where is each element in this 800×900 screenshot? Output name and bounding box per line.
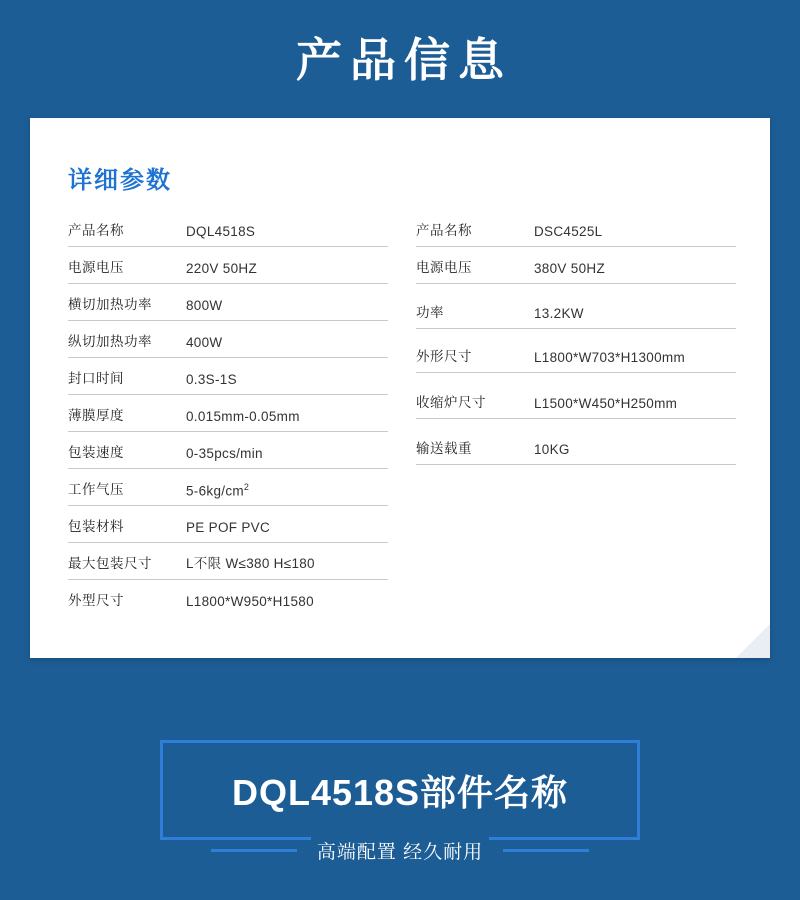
spec-label: 功率 — [416, 305, 444, 320]
specs-column-left — [68, 210, 388, 616]
spec-row — [68, 432, 388, 469]
spec-label: 输送载重 — [416, 441, 472, 456]
section-title: 详细参数 — [68, 167, 172, 194]
spec-row — [68, 358, 388, 395]
spec-value: 0-35pcs/min — [186, 446, 263, 461]
spec-value: 800W — [186, 298, 223, 313]
spec-row — [68, 210, 388, 247]
spec-value-text: 5-6kg/cm — [186, 483, 244, 498]
specs-tables — [68, 210, 736, 616]
spec-label: 最大包装尺寸 — [68, 556, 152, 571]
spec-value: 380V 50HZ — [534, 261, 605, 276]
spec-value — [186, 482, 388, 506]
spec-label: 外型尺寸 — [68, 593, 124, 608]
specs-column-right — [416, 210, 736, 616]
card-folded-corner — [736, 624, 770, 658]
spec-value-superscript: 2 — [243, 481, 250, 492]
spec-row — [416, 373, 736, 419]
spec-row — [68, 247, 388, 284]
divider-left — [211, 849, 297, 852]
spec-label: 包装材料 — [68, 519, 124, 534]
page-title: 产品信息 — [296, 34, 512, 86]
spec-value: L不限 W≤380 H≤180 — [186, 556, 315, 571]
spec-label: 产品名称 — [68, 223, 124, 238]
page-header — [0, 0, 800, 120]
spec-row — [68, 321, 388, 358]
spec-value: DSC4525L — [534, 224, 603, 239]
specs-card — [30, 118, 770, 658]
spec-row — [68, 580, 388, 616]
spec-label: 外形尺寸 — [416, 349, 472, 364]
parts-name-banner — [160, 740, 640, 840]
spec-row — [416, 247, 736, 284]
spec-label: 电源电压 — [416, 260, 472, 275]
spec-row — [416, 329, 736, 373]
spec-label: 工作气压 — [68, 482, 124, 497]
spec-value: 220V 50HZ — [186, 261, 257, 276]
spec-value: DQL4518S — [186, 224, 256, 239]
spec-value: 0.015mm-0.05mm — [186, 409, 300, 424]
spec-row — [68, 543, 388, 580]
spec-value: L1800*W703*H1300mm — [534, 350, 685, 365]
spec-value: 400W — [186, 335, 223, 350]
spec-value: L1500*W450*H250mm — [534, 396, 678, 411]
spec-row — [416, 419, 736, 465]
spec-label: 电源电压 — [68, 260, 124, 275]
spec-label: 封口时间 — [68, 371, 124, 386]
spec-label: 收缩炉尺寸 — [416, 395, 486, 410]
spec-row — [68, 284, 388, 321]
spec-value: 10KG — [534, 442, 570, 457]
spec-value: 13.2KW — [534, 306, 584, 321]
spec-label: 薄膜厚度 — [68, 408, 124, 423]
banner-subtitle-group — [160, 832, 640, 868]
spec-row — [416, 210, 736, 247]
divider-right — [503, 849, 589, 852]
spec-row — [416, 284, 736, 329]
spec-row — [68, 506, 388, 543]
spec-row — [68, 395, 388, 432]
spec-label: 包装速度 — [68, 445, 124, 460]
spec-label: 横切加热功率 — [68, 297, 152, 312]
spec-value: L1800*W950*H1580 — [186, 594, 314, 609]
spec-value: 0.3S-1S — [186, 372, 237, 387]
spec-value: PE POF PVC — [186, 520, 271, 535]
spec-row — [68, 469, 388, 506]
banner-subtitle: 高端配置 经久耐用 — [311, 837, 489, 864]
spec-label: 产品名称 — [416, 223, 472, 238]
banner-title: DQL4518S部件名称 — [231, 771, 569, 813]
spec-label: 纵切加热功率 — [68, 334, 152, 349]
